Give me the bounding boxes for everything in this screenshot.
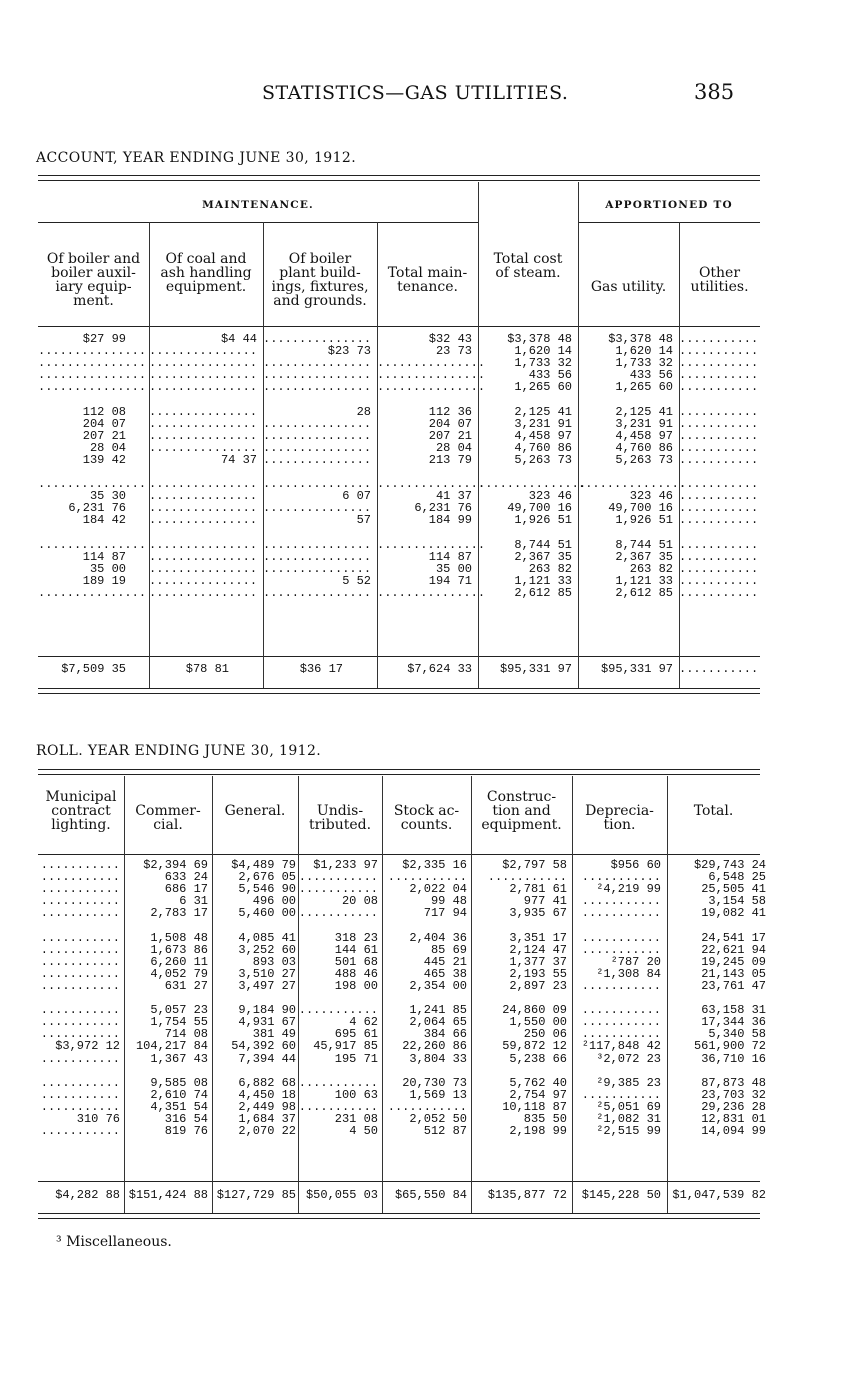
lower-total: $4,282 88	[55, 1188, 120, 1202]
upper-total: $95,331 97	[499, 662, 572, 676]
lower-total: $151,424 88	[128, 1188, 208, 1202]
lower-col-header	[667, 804, 760, 818]
upper-total: $78 81	[185, 662, 229, 676]
footnote: ³ Miscellaneous.	[56, 1234, 172, 1250]
upper-col-values: ........... ........... ........... ........... ........... ........... ........... ........... ........... ........... ........... ........... ........... ........... ........... ........... ........... ........... ...........	[679, 332, 759, 600]
lower-col-header	[38, 790, 124, 832]
upper-total: $7,509 35	[61, 662, 126, 676]
upper-total: $95,331 97	[600, 662, 673, 676]
upper-col-header	[578, 280, 679, 294]
lower-total: $127,729 85	[216, 1188, 296, 1202]
lower-col-header	[124, 804, 212, 832]
upper-col-header	[38, 252, 149, 308]
lower-col-values: $29,743 24 6,548 25 25,505 41 3,154 58 19,082 41 24,541 17 22,621 94 19,245 09 21,143 05 23,761 47 63,158 31 17,344 36 5,340 58 561,900 72 36,710 16 87,873 48 23,703 32 29,236 28 12,831 01 14,094 99	[693, 858, 766, 1139]
header-text: Deprecia- tion.	[585, 803, 654, 833]
lower-total: $50,055 03	[305, 1188, 378, 1202]
lower-col-values: $1,233 97 ........... ........... 20 08 ........... 318 23 144 61 501 68 488 46 198 00 ........... 4 62 695 61 45,917 85 195 71 ........... 100 63 ........... 231 08 4 50	[298, 858, 378, 1139]
maintenance-group-header: MAINTENANCE.	[202, 199, 314, 211]
header-text: Municipal contract lighting.	[45, 789, 117, 833]
upper-col-header	[263, 252, 377, 308]
upper-col-values: $32 43 23 73 ............... ............... ............... 112 36 204 07 207 21 28 04 213 79 ............... 41 37 6,231 76 184 99 ............... 114 87 35 00 194 71 ...............	[377, 332, 486, 600]
header-text: Commer- cial.	[135, 803, 201, 833]
lower-col-header	[572, 804, 667, 832]
header-text: Of coal and ash handling equipment.	[160, 251, 252, 295]
header-text: Of boiler and boiler auxil- iary equip- ment.	[46, 251, 141, 309]
lower-col-header	[298, 804, 382, 832]
header-text: General.	[224, 803, 286, 819]
header-text: Other utilities.	[690, 265, 749, 295]
lower-col-values: $4,489 79 2,676 05 5,546 90 496 00 5,460 00 4,085 41 3,252 60 893 03 3,510 27 3,497 27 9,184 90 4,931 67 381 49 54,392 60 7,394 44 6,882 68 4,450 18 2,449 98 1,684 37 2,070 22	[231, 858, 296, 1139]
upper-total: $7,624 33	[407, 662, 472, 676]
running-head: STATISTICS—GAS UTILITIES.	[262, 82, 569, 104]
upper-total: ...........	[679, 662, 759, 676]
lower-col-header	[382, 804, 471, 832]
lower-col-header	[212, 804, 298, 818]
header-text: Construc- tion and equipment.	[481, 789, 562, 833]
header-text: Gas utility.	[590, 279, 667, 295]
lower-caption: ROLL. YEAR ENDING JUNE 30, 1912.	[36, 743, 322, 759]
lower-total: $65,550 84	[394, 1188, 467, 1202]
header-text: Stock ac- counts.	[393, 803, 460, 833]
lower-col-values: $956 60 ........... ²4,219 99 ........... ........... ........... ........... ²787 20 ²1,308 84 ........... ........... ........... ........... ²117,848 42 ³2,072 23 ²9,385 23 ........... ²5,051 69 ²1,082 31 ²2,515 99	[581, 858, 661, 1139]
lower-col-values: $2,394 69 633 24 686 17 6 31 2,783 17 1,508 48 1,673 86 6,260 11 4,052 79 631 27 5,057 23 1,754 55 714 08 104,217 84 1,367 43 9,585 08 2,610 74 4,351 54 316 54 819 76	[135, 858, 208, 1139]
lower-col-values: $2,797 58 ........... 2,781 61 977 41 3,935 67 3,351 17 2,124 47 1,377 37 2,193 55 2,897 23 24,860 09 1,550 00 250 06 59,872 12 5,238 66 5,762 40 2,754 97 10,118 87 835 50 2,198 99	[487, 858, 567, 1139]
upper-col-header	[478, 252, 578, 280]
apportioned-group-header: APPORTIONED TO	[605, 199, 733, 211]
page-number: 385	[694, 80, 735, 104]
upper-col-header	[149, 252, 263, 294]
header-text: Total.	[693, 803, 734, 819]
lower-total: $135,877 72	[487, 1188, 567, 1202]
header-text: Undis- tributed.	[308, 803, 372, 833]
lower-col-values: ........... ........... ........... ........... ........... ........... ........... ........... ........... ........... ........... ........... ........... $3,972 12 ........... ........... ........... ........... 310 76 ...........	[40, 858, 120, 1139]
lower-total: $145,228 50	[581, 1188, 661, 1202]
upper-col-values: $3,378 48 1,620 14 1,733 32 433 56 1,265 60 2,125 41 3,231 91 4,458 97 4,760 86 5,263 73 ............... 323 46 49,700 16 1,926 51 8,744 51 2,367 35 263 82 1,121 33 2,612 85	[578, 332, 687, 600]
upper-col-values: $4 44 ............... ............... ............... ............... ............... ............... ............... ............... 74 37 ............... ............... ............... ............... ............... ............... ............... ............... ...............	[149, 332, 258, 600]
upper-col-values: ............... $23 73 ............... ............... ............... 28 ............... ............... ............... ............... ............... 6 07 ............... 57 ............... ............... ............... 5 52 ...............	[263, 332, 372, 600]
upper-col-values: $27 99 ............... ............... ............... ............... 112 08 204 07 207 21 28 04 139 42 ............... 35 30 6,231 76 184 42 ............... 114 87 35 00 189 19 ...............	[38, 332, 147, 600]
upper-col-header	[679, 266, 760, 294]
lower-total: $1,047,539 82	[672, 1188, 766, 1202]
lower-col-header	[471, 790, 572, 832]
header-text: Total main- tenance.	[387, 265, 468, 295]
upper-col-header	[377, 266, 478, 294]
upper-total: $36 17	[299, 662, 343, 676]
upper-col-values: $3,378 48 1,620 14 1,733 32 433 56 1,265 60 2,125 41 3,231 91 4,458 97 4,760 86 5,263 73 ............... 323 46 49,700 16 1,926 51 8,744 51 2,367 35 263 82 1,121 33 2,612 85	[478, 332, 587, 600]
header-text: Total cost of steam.	[493, 251, 563, 281]
lower-col-values: $2,335 16 ........... 2,022 04 99 48 717 94 2,404 36 85 69 445 21 465 38 2,354 00 1,241 85 2,064 65 384 66 22,260 86 3,804 33 20,730 73 1,569 13 ........... 2,052 50 512 87	[387, 858, 467, 1139]
header-text: Of boiler plant build- ings, fixtures, and grounds.	[271, 251, 369, 309]
upper-caption: ACCOUNT, YEAR ENDING JUNE 30, 1912.	[36, 150, 357, 166]
